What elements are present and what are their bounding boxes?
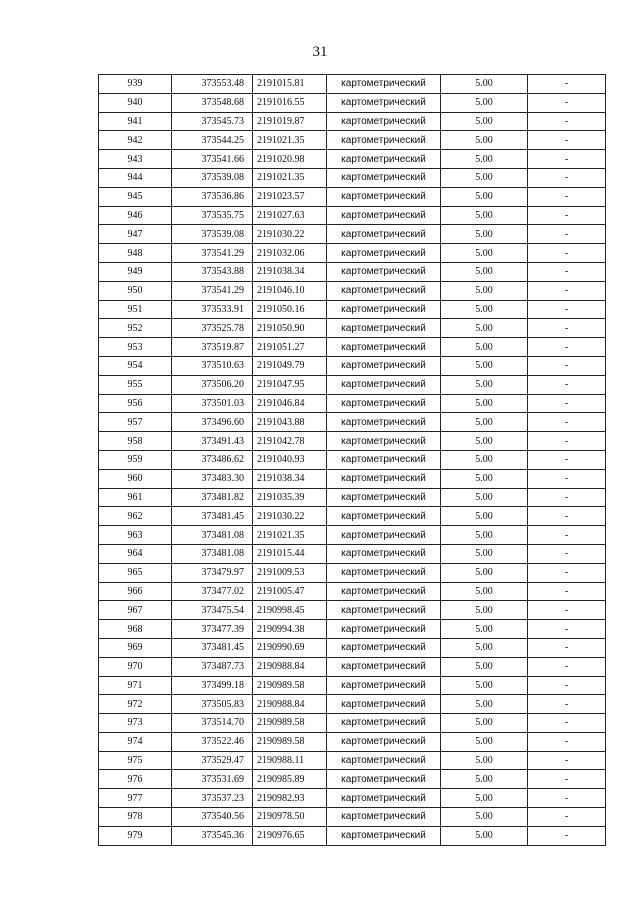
y-coordinate-cell: 2191047.95 — [253, 375, 327, 394]
y-coordinate-cell: 2191027.63 — [253, 206, 327, 225]
y-coordinate-cell: 2190998.45 — [253, 601, 327, 620]
description-cell: - — [528, 75, 606, 94]
y-coordinate-cell: 2191042.78 — [253, 432, 327, 451]
table-row — [99, 789, 606, 808]
accuracy-cell: 5.00 — [441, 526, 528, 545]
method-cell: картометрический — [327, 450, 441, 469]
point-number-cell: 969 — [99, 638, 172, 657]
x-coordinate-cell: 373541.66 — [172, 150, 253, 169]
method-cell: картометрический — [327, 432, 441, 451]
y-coordinate-cell: 2191015.44 — [253, 544, 327, 563]
x-coordinate-cell: 373540.56 — [172, 808, 253, 827]
description-cell: - — [528, 601, 606, 620]
method-cell: картометрический — [327, 356, 441, 375]
y-coordinate-cell: 2190988.84 — [253, 657, 327, 676]
method-cell: картометрический — [327, 112, 441, 131]
x-coordinate-cell: 373477.39 — [172, 620, 253, 639]
method-cell: картометрический — [327, 507, 441, 526]
point-number-cell: 941 — [99, 112, 172, 131]
y-coordinate-cell: 2191021.35 — [253, 168, 327, 187]
table-row — [99, 75, 606, 94]
description-cell: - — [528, 770, 606, 789]
method-cell: картометрический — [327, 789, 441, 808]
method-cell: картометрический — [327, 526, 441, 545]
point-number-cell: 960 — [99, 469, 172, 488]
method-cell: картометрический — [327, 657, 441, 676]
description-cell: - — [528, 262, 606, 281]
description-cell: - — [528, 338, 606, 357]
accuracy-cell: 5.00 — [441, 507, 528, 526]
point-number-cell: 967 — [99, 601, 172, 620]
point-number-cell: 977 — [99, 789, 172, 808]
y-coordinate-cell: 2191023.57 — [253, 187, 327, 206]
point-number-cell: 971 — [99, 676, 172, 695]
point-number-cell: 954 — [99, 356, 172, 375]
accuracy-cell: 5.00 — [441, 300, 528, 319]
y-coordinate-cell: 2191043.88 — [253, 413, 327, 432]
description-cell: - — [528, 168, 606, 187]
y-coordinate-cell: 2191050.90 — [253, 319, 327, 338]
y-coordinate-cell: 2191046.84 — [253, 394, 327, 413]
accuracy-cell: 5.00 — [441, 582, 528, 601]
method-cell: картометрический — [327, 544, 441, 563]
description-cell: - — [528, 676, 606, 695]
table-row — [99, 601, 606, 620]
accuracy-cell: 5.00 — [441, 281, 528, 300]
y-coordinate-cell: 2191020.98 — [253, 150, 327, 169]
accuracy-cell: 5.00 — [441, 187, 528, 206]
point-number-cell: 953 — [99, 338, 172, 357]
y-coordinate-cell: 2190985.89 — [253, 770, 327, 789]
x-coordinate-cell: 373486.62 — [172, 450, 253, 469]
y-coordinate-cell: 2190976.65 — [253, 826, 327, 845]
x-coordinate-cell: 373539.08 — [172, 168, 253, 187]
table-row — [99, 375, 606, 394]
accuracy-cell: 5.00 — [441, 695, 528, 714]
table-row — [99, 225, 606, 244]
accuracy-cell: 5.00 — [441, 488, 528, 507]
description-cell: - — [528, 394, 606, 413]
x-coordinate-cell: 373483.30 — [172, 469, 253, 488]
y-coordinate-cell: 2190990.69 — [253, 638, 327, 657]
description-cell: - — [528, 131, 606, 150]
y-coordinate-cell: 2191030.22 — [253, 507, 327, 526]
y-coordinate-cell: 2191051.27 — [253, 338, 327, 357]
x-coordinate-cell: 373487.73 — [172, 657, 253, 676]
description-cell: - — [528, 225, 606, 244]
y-coordinate-cell: 2191030.22 — [253, 225, 327, 244]
x-coordinate-cell: 373531.69 — [172, 770, 253, 789]
accuracy-cell: 5.00 — [441, 826, 528, 845]
point-number-cell: 964 — [99, 544, 172, 563]
table-row — [99, 112, 606, 131]
accuracy-cell: 5.00 — [441, 262, 528, 281]
table-row — [99, 657, 606, 676]
method-cell: картометрический — [327, 676, 441, 695]
y-coordinate-cell: 2191046.10 — [253, 281, 327, 300]
coordinates-table — [98, 74, 606, 846]
table-row — [99, 281, 606, 300]
point-number-cell: 940 — [99, 93, 172, 112]
point-number-cell: 968 — [99, 620, 172, 639]
point-number-cell: 945 — [99, 187, 172, 206]
description-cell: - — [528, 187, 606, 206]
point-number-cell: 979 — [99, 826, 172, 845]
point-number-cell: 948 — [99, 244, 172, 263]
y-coordinate-cell: 2190994.38 — [253, 620, 327, 639]
table-row — [99, 469, 606, 488]
y-coordinate-cell: 2190989.58 — [253, 676, 327, 695]
table-row — [99, 168, 606, 187]
x-coordinate-cell: 373539.08 — [172, 225, 253, 244]
y-coordinate-cell: 2190982.93 — [253, 789, 327, 808]
table-row — [99, 507, 606, 526]
accuracy-cell: 5.00 — [441, 206, 528, 225]
accuracy-cell: 5.00 — [441, 225, 528, 244]
description-cell: - — [528, 281, 606, 300]
y-coordinate-cell: 2190989.58 — [253, 732, 327, 751]
description-cell: - — [528, 808, 606, 827]
x-coordinate-cell: 373514.70 — [172, 714, 253, 733]
table-row — [99, 638, 606, 657]
table-row — [99, 338, 606, 357]
table-row — [99, 620, 606, 639]
point-number-cell: 952 — [99, 319, 172, 338]
method-cell: картометрический — [327, 281, 441, 300]
point-number-cell: 950 — [99, 281, 172, 300]
x-coordinate-cell: 373506.20 — [172, 375, 253, 394]
y-coordinate-cell: 2190978.50 — [253, 808, 327, 827]
accuracy-cell: 5.00 — [441, 751, 528, 770]
accuracy-cell: 5.00 — [441, 168, 528, 187]
y-coordinate-cell: 2191021.35 — [253, 131, 327, 150]
method-cell: картометрический — [327, 262, 441, 281]
accuracy-cell: 5.00 — [441, 676, 528, 695]
accuracy-cell: 5.00 — [441, 732, 528, 751]
accuracy-cell: 5.00 — [441, 770, 528, 789]
y-coordinate-cell: 2191005.47 — [253, 582, 327, 601]
method-cell: картометрический — [327, 394, 441, 413]
accuracy-cell: 5.00 — [441, 150, 528, 169]
method-cell: картометрический — [327, 413, 441, 432]
accuracy-cell: 5.00 — [441, 356, 528, 375]
table-row — [99, 714, 606, 733]
point-number-cell: 974 — [99, 732, 172, 751]
description-cell: - — [528, 657, 606, 676]
table-row — [99, 93, 606, 112]
description-cell: - — [528, 93, 606, 112]
x-coordinate-cell: 373553.48 — [172, 75, 253, 94]
description-cell: - — [528, 375, 606, 394]
point-number-cell: 963 — [99, 526, 172, 545]
description-cell: - — [528, 356, 606, 375]
x-coordinate-cell: 373519.87 — [172, 338, 253, 357]
y-coordinate-cell: 2191016.55 — [253, 93, 327, 112]
description-cell: - — [528, 620, 606, 639]
description-cell: - — [528, 469, 606, 488]
point-number-cell: 972 — [99, 695, 172, 714]
accuracy-cell: 5.00 — [441, 112, 528, 131]
table-row — [99, 244, 606, 263]
accuracy-cell: 5.00 — [441, 714, 528, 733]
method-cell: картометрический — [327, 375, 441, 394]
table-body — [99, 75, 606, 846]
table-row — [99, 432, 606, 451]
table-row — [99, 544, 606, 563]
x-coordinate-cell: 373501.03 — [172, 394, 253, 413]
point-number-cell: 957 — [99, 413, 172, 432]
point-number-cell: 970 — [99, 657, 172, 676]
method-cell: картометрический — [327, 187, 441, 206]
accuracy-cell: 5.00 — [441, 375, 528, 394]
x-coordinate-cell: 373545.36 — [172, 826, 253, 845]
accuracy-cell: 5.00 — [441, 131, 528, 150]
method-cell: картометрический — [327, 695, 441, 714]
x-coordinate-cell: 373481.08 — [172, 544, 253, 563]
accuracy-cell: 5.00 — [441, 808, 528, 827]
description-cell: - — [528, 488, 606, 507]
table-row — [99, 488, 606, 507]
x-coordinate-cell: 373481.45 — [172, 638, 253, 657]
table-row — [99, 394, 606, 413]
page-number: 31 — [312, 44, 328, 60]
accuracy-cell: 5.00 — [441, 563, 528, 582]
table-row — [99, 751, 606, 770]
point-number-cell: 958 — [99, 432, 172, 451]
method-cell: картометрический — [327, 225, 441, 244]
accuracy-cell: 5.00 — [441, 394, 528, 413]
description-cell: - — [528, 732, 606, 751]
description-cell: - — [528, 582, 606, 601]
x-coordinate-cell: 373496.60 — [172, 413, 253, 432]
x-coordinate-cell: 373477.02 — [172, 582, 253, 601]
table-row — [99, 450, 606, 469]
method-cell: картометрический — [327, 770, 441, 789]
description-cell: - — [528, 432, 606, 451]
method-cell: картометрический — [327, 131, 441, 150]
accuracy-cell: 5.00 — [441, 450, 528, 469]
x-coordinate-cell: 373481.82 — [172, 488, 253, 507]
accuracy-cell: 5.00 — [441, 413, 528, 432]
x-coordinate-cell: 373545.73 — [172, 112, 253, 131]
y-coordinate-cell: 2190989.58 — [253, 714, 327, 733]
accuracy-cell: 5.00 — [441, 657, 528, 676]
method-cell: картометрический — [327, 93, 441, 112]
description-cell: - — [528, 244, 606, 263]
y-coordinate-cell: 2191021.35 — [253, 526, 327, 545]
method-cell: картометрический — [327, 488, 441, 507]
y-coordinate-cell: 2191040.93 — [253, 450, 327, 469]
x-coordinate-cell: 373481.08 — [172, 526, 253, 545]
method-cell: картометрический — [327, 319, 441, 338]
method-cell: картометрический — [327, 75, 441, 94]
table-row — [99, 206, 606, 225]
accuracy-cell: 5.00 — [441, 638, 528, 657]
y-coordinate-cell: 2191015.81 — [253, 75, 327, 94]
description-cell: - — [528, 150, 606, 169]
x-coordinate-cell: 373543.88 — [172, 262, 253, 281]
x-coordinate-cell: 373510.63 — [172, 356, 253, 375]
point-number-cell: 975 — [99, 751, 172, 770]
description-cell: - — [528, 751, 606, 770]
x-coordinate-cell: 373499.18 — [172, 676, 253, 695]
table-row — [99, 808, 606, 827]
x-coordinate-cell: 373544.25 — [172, 131, 253, 150]
accuracy-cell: 5.00 — [441, 244, 528, 263]
y-coordinate-cell: 2191038.34 — [253, 262, 327, 281]
description-cell: - — [528, 526, 606, 545]
method-cell: картометрический — [327, 620, 441, 639]
description-cell: - — [528, 826, 606, 845]
point-number-cell: 949 — [99, 262, 172, 281]
method-cell: картометрический — [327, 469, 441, 488]
table-row — [99, 826, 606, 845]
table-row — [99, 187, 606, 206]
table-row — [99, 300, 606, 319]
method-cell: картометрический — [327, 826, 441, 845]
method-cell: картометрический — [327, 168, 441, 187]
method-cell: картометрический — [327, 732, 441, 751]
table-row — [99, 563, 606, 582]
point-number-cell: 951 — [99, 300, 172, 319]
point-number-cell: 939 — [99, 75, 172, 94]
point-number-cell: 946 — [99, 206, 172, 225]
point-number-cell: 965 — [99, 563, 172, 582]
point-number-cell: 959 — [99, 450, 172, 469]
method-cell: картометрический — [327, 244, 441, 263]
x-coordinate-cell: 373505.83 — [172, 695, 253, 714]
x-coordinate-cell: 373481.45 — [172, 507, 253, 526]
method-cell: картометрический — [327, 601, 441, 620]
table-row — [99, 150, 606, 169]
x-coordinate-cell: 373541.29 — [172, 281, 253, 300]
y-coordinate-cell: 2191035.39 — [253, 488, 327, 507]
table-row — [99, 262, 606, 281]
accuracy-cell: 5.00 — [441, 789, 528, 808]
table-row — [99, 131, 606, 150]
y-coordinate-cell: 2191038.34 — [253, 469, 327, 488]
description-cell: - — [528, 695, 606, 714]
description-cell: - — [528, 507, 606, 526]
x-coordinate-cell: 373536.86 — [172, 187, 253, 206]
point-number-cell: 978 — [99, 808, 172, 827]
x-coordinate-cell: 373541.29 — [172, 244, 253, 263]
method-cell: картометрический — [327, 206, 441, 225]
point-number-cell: 961 — [99, 488, 172, 507]
accuracy-cell: 5.00 — [441, 469, 528, 488]
method-cell: картометрический — [327, 751, 441, 770]
accuracy-cell: 5.00 — [441, 319, 528, 338]
x-coordinate-cell: 373537.23 — [172, 789, 253, 808]
table-row — [99, 732, 606, 751]
description-cell: - — [528, 319, 606, 338]
description-cell: - — [528, 206, 606, 225]
accuracy-cell: 5.00 — [441, 93, 528, 112]
method-cell: картометрический — [327, 638, 441, 657]
accuracy-cell: 5.00 — [441, 544, 528, 563]
x-coordinate-cell: 373479.97 — [172, 563, 253, 582]
accuracy-cell: 5.00 — [441, 432, 528, 451]
x-coordinate-cell: 373535.75 — [172, 206, 253, 225]
y-coordinate-cell: 2191009.53 — [253, 563, 327, 582]
table-row — [99, 582, 606, 601]
table-row — [99, 413, 606, 432]
point-number-cell: 943 — [99, 150, 172, 169]
description-cell: - — [528, 638, 606, 657]
description-cell: - — [528, 789, 606, 808]
point-number-cell: 962 — [99, 507, 172, 526]
accuracy-cell: 5.00 — [441, 338, 528, 357]
x-coordinate-cell: 373548.68 — [172, 93, 253, 112]
method-cell: картометрический — [327, 150, 441, 169]
y-coordinate-cell: 2191032.06 — [253, 244, 327, 263]
x-coordinate-cell: 373491.43 — [172, 432, 253, 451]
x-coordinate-cell: 373533.91 — [172, 300, 253, 319]
method-cell: картометрический — [327, 338, 441, 357]
y-coordinate-cell: 2191050.16 — [253, 300, 327, 319]
point-number-cell: 955 — [99, 375, 172, 394]
y-coordinate-cell: 2190988.11 — [253, 751, 327, 770]
y-coordinate-cell: 2190988.84 — [253, 695, 327, 714]
description-cell: - — [528, 413, 606, 432]
point-number-cell: 947 — [99, 225, 172, 244]
method-cell: картометрический — [327, 300, 441, 319]
table-row — [99, 676, 606, 695]
accuracy-cell: 5.00 — [441, 620, 528, 639]
point-number-cell: 944 — [99, 168, 172, 187]
table-row — [99, 770, 606, 789]
method-cell: картометрический — [327, 714, 441, 733]
method-cell: картометрический — [327, 563, 441, 582]
x-coordinate-cell: 373529.47 — [172, 751, 253, 770]
description-cell: - — [528, 112, 606, 131]
accuracy-cell: 5.00 — [441, 75, 528, 94]
point-number-cell: 942 — [99, 131, 172, 150]
x-coordinate-cell: 373522.46 — [172, 732, 253, 751]
table-row — [99, 695, 606, 714]
point-number-cell: 976 — [99, 770, 172, 789]
point-number-cell: 956 — [99, 394, 172, 413]
table-row — [99, 526, 606, 545]
table-row — [99, 356, 606, 375]
y-coordinate-cell: 2191019.87 — [253, 112, 327, 131]
point-number-cell: 973 — [99, 714, 172, 733]
method-cell: картометрический — [327, 808, 441, 827]
x-coordinate-cell: 373475.54 — [172, 601, 253, 620]
description-cell: - — [528, 544, 606, 563]
y-coordinate-cell: 2191049.79 — [253, 356, 327, 375]
description-cell: - — [528, 300, 606, 319]
method-cell: картометрический — [327, 582, 441, 601]
description-cell: - — [528, 563, 606, 582]
accuracy-cell: 5.00 — [441, 601, 528, 620]
x-coordinate-cell: 373525.78 — [172, 319, 253, 338]
table-row — [99, 319, 606, 338]
description-cell: - — [528, 714, 606, 733]
point-number-cell: 966 — [99, 582, 172, 601]
description-cell: - — [528, 450, 606, 469]
